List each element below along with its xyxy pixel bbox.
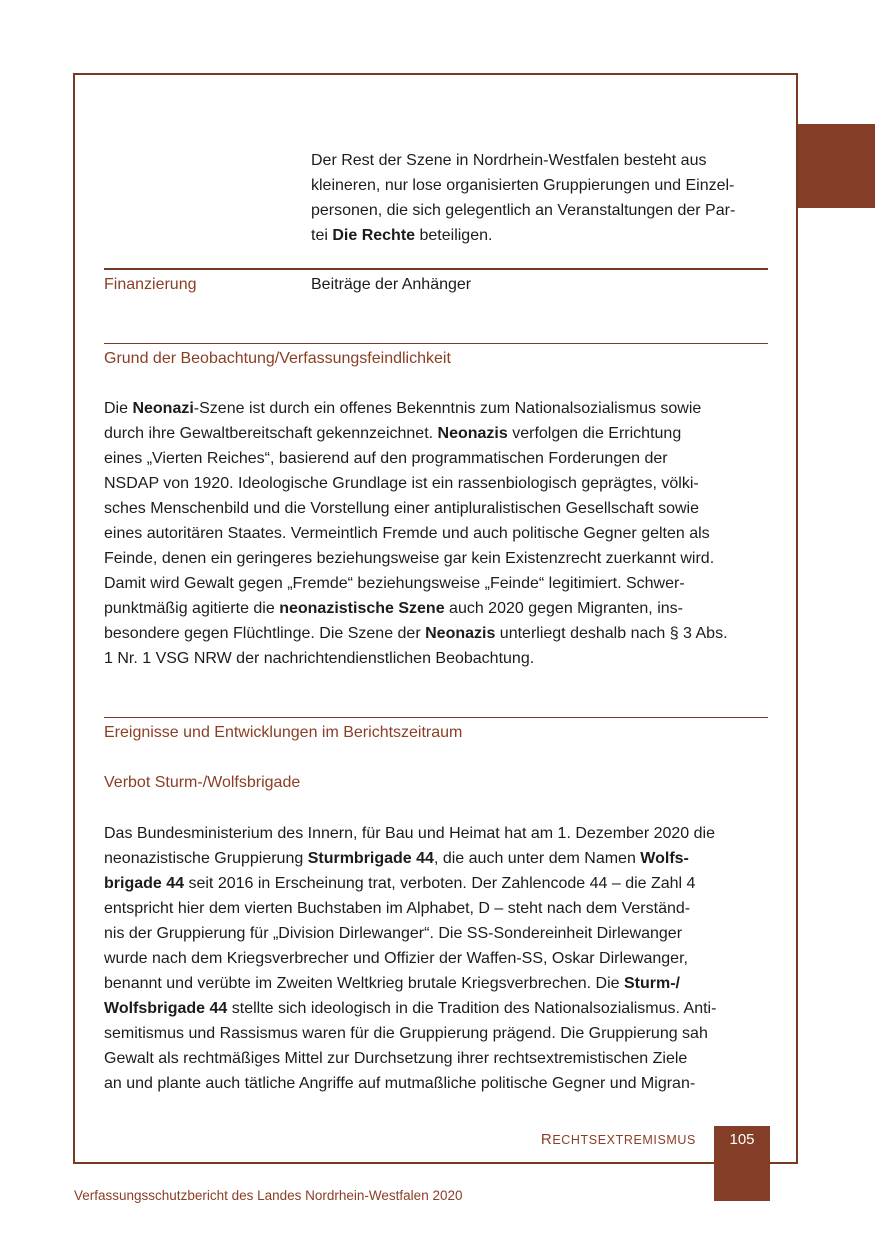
party-name: Die Rechte [332,227,416,244]
section-heading-observation: Grund der Beobachtung/Verfassungsfeindlichkeit [104,350,451,367]
financing-label: Finanzierung [104,276,197,293]
observation-paragraph: Die Neonazi-Szene ist durch ein offenes Bekenntnis zum Nationalsozialismus sowie durch ihre Gewaltbereitschaft gekennzeichnet. Neonazis verfolgen die Errichtung eines „Vierten Reiches“, basierend auf den programmatischen Forderungen der NSDAP von 1920. Ideologische Grundlage ist ein rassenbiologisch geprägtes, völki- sches Menschenbild und die Vorstellung einer antipluralistischen Gesellschaft sowie eines autoritären Staates. Vermeintlich Fremde und auch politische Gegner gelten als Feinde, denen ein geringeres beziehungsweise gar kein Existenzrecht zuerkannt wird. Damit wird Gewalt gegen „Fremde“ beziehungsweise „Feinde“ legitimiert. Schwer- punktmäßig agitierte die neonazistische Szene auch 2020 gegen Migranten, ins- besondere gegen Flüchtlinge. Die Szene der Neonazis unterliegt deshalb nach § 3 Abs. 1 Nr. 1 VSG NRW der nachrichtendienstlichen Beobachtung. [104,400,728,667]
section-heading-events: Ereignisse und Entwicklungen im Berichtszeitraum [104,724,463,741]
section-divider [104,343,768,344]
events-paragraph: Das Bundesministerium des Innern, für Bau und Heimat hat am 1. Dezember 2020 die neonazistische Gruppierung Sturmbrigade 44, die auch unter dem Namen Wolfs- brigade 44 seit 2016 in Erscheinung trat, verboten. Der Zahlencode 44 – die Zahl 4 entspricht hier dem vierten Buchstaben im Alphabet, D – steht nach dem Verständ- nis der Gruppierung für „Division Dirlewanger“. Die SS-Sondereinheit Dirlewanger wurde nach dem Kriegsverbrecher und Offizier der Waffen-SS, Oskar Dirlewanger, benannt und verübte im Zweiten Weltkrieg brutale Kriegsverbrechen. Die Sturm-/ Wolfsbrigade 44 stellte sich ideologisch in die Tradition des Nationalsozialismus. Anti- semitismus und Rassismus waren für die Gruppierung prägend. Die Gruppierung sah Gewalt als rechtmäßiges Mittel zur Durchsetzung ihrer rechtsextremistischen Ziele an und plante auch tätliche Angriffe auf mutmaßliche politische Gegner und Migran- [104,825,717,1092]
subsection-heading: Verbot Sturm-/Wolfsbrigade [104,774,301,791]
financing-value: Beiträge der Anhänger [311,276,472,293]
document-title-footer: Verfassungsschutzbericht des Landes Nordrhein-Westfalen 2020 [74,1188,463,1203]
section-divider [104,717,768,718]
table-divider [104,268,768,270]
chapter-tab-marker [798,124,875,208]
page-number: 105 [729,1131,755,1148]
running-section-title: RECHTSEXTREMISMUS [540,1131,696,1148]
intro-paragraph: Der Rest der Szene in Nordrhein-Westfalen besteht aus kleineren, nur lose organisierten Gruppierungen und Einzel- personen, die sich gelegentlich an Veranstaltungen der Par- tei Die Rechte beteiligen. [311,152,736,244]
